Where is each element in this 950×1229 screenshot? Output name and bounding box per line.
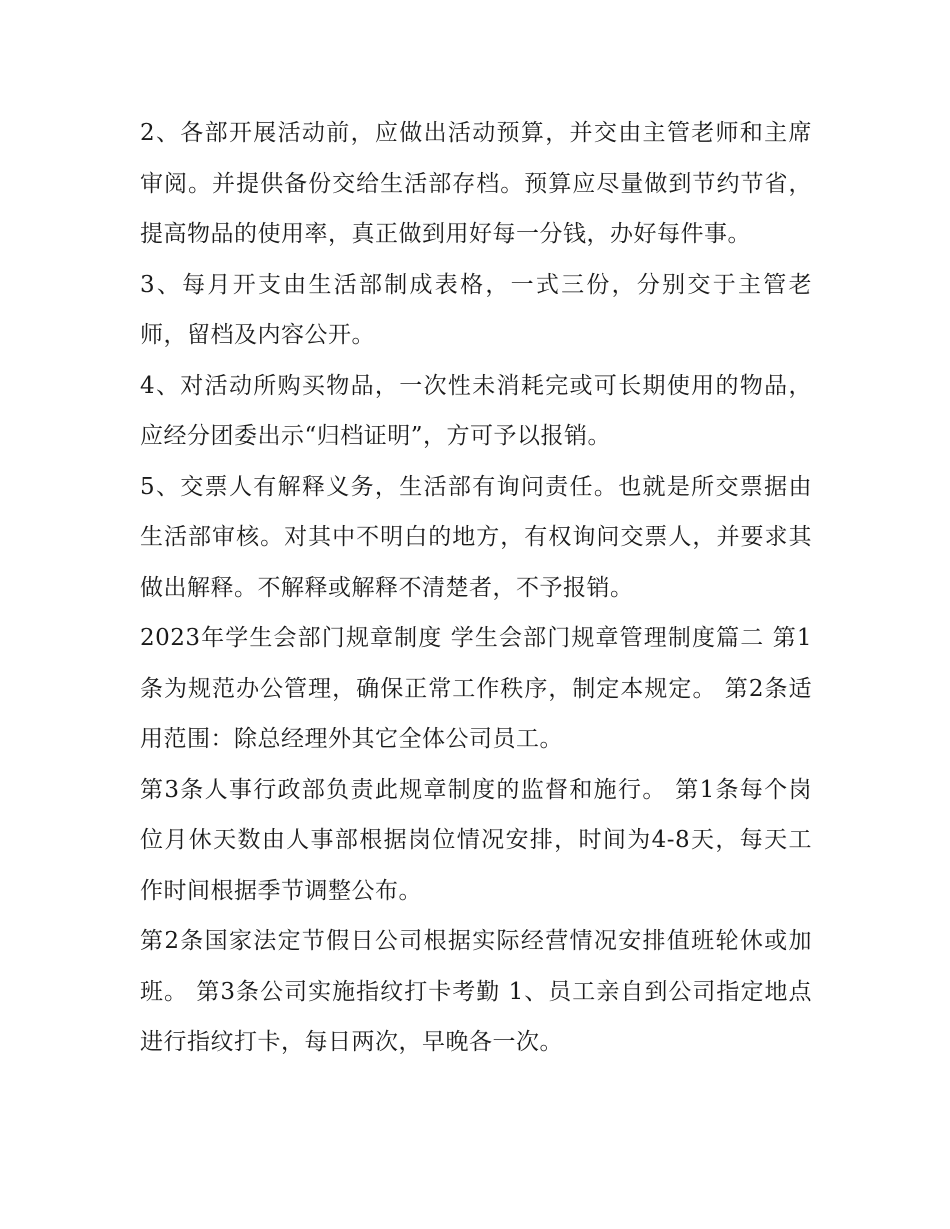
paragraph-receipt-explanation: 5、交票人有解释义务，生活部有询问责任。也就是所交票据由生活部审核。对其中不明白的地方，有权询问交票人，并要求其做出解释。不解释或解释不清楚者，不予报销。 <box>140 473 812 601</box>
paragraph-holiday-attendance: 第2条国家法定节假日公司根据实际经营情况安排值班轮休或加班。 第3条公司实施指纹打卡考勤 1、员工亲自到公司指定地点进行指纹打卡，每日两次，早晚各一次。 <box>140 928 812 1055</box>
document-body <box>140 108 812 1068</box>
paragraph-purchased-items: 4、对活动所购买物品，一次性未消耗完或可长期使用的物品，应经分团委出示“归档证明”，方可予以报销。 <box>140 372 812 449</box>
paragraph-rest-days: 第3条人事行政部负责此规章制度的监督和施行。 第1条每个岗位月休天数由人事部根据岗位情况安排，时间为4-8天，每天工作时间根据季节调整公布。 <box>140 776 812 904</box>
paragraph-monthly-expense: 3、每月开支由生活部制成表格，一式三份，分别交于主管老师，留档及内容公开。 <box>140 271 812 348</box>
paragraph-chapter-two-intro: 2023年学生会部门规章制度 学生会部门规章管理制度篇二 第1条为规范办公管理，确保正常工作秩序，制定本规定。 第2条适用范围：除总经理外其它全体公司员工。 <box>140 625 812 752</box>
paragraph-budget-review: 2、各部开展活动前，应做出活动预算，并交由主管老师和主席审阅。并提供备份交给生活部存档。预算应尽量做到节约节省，提高物品的使用率，真正做到用好每一分钱，办好每件事。 <box>140 120 812 247</box>
